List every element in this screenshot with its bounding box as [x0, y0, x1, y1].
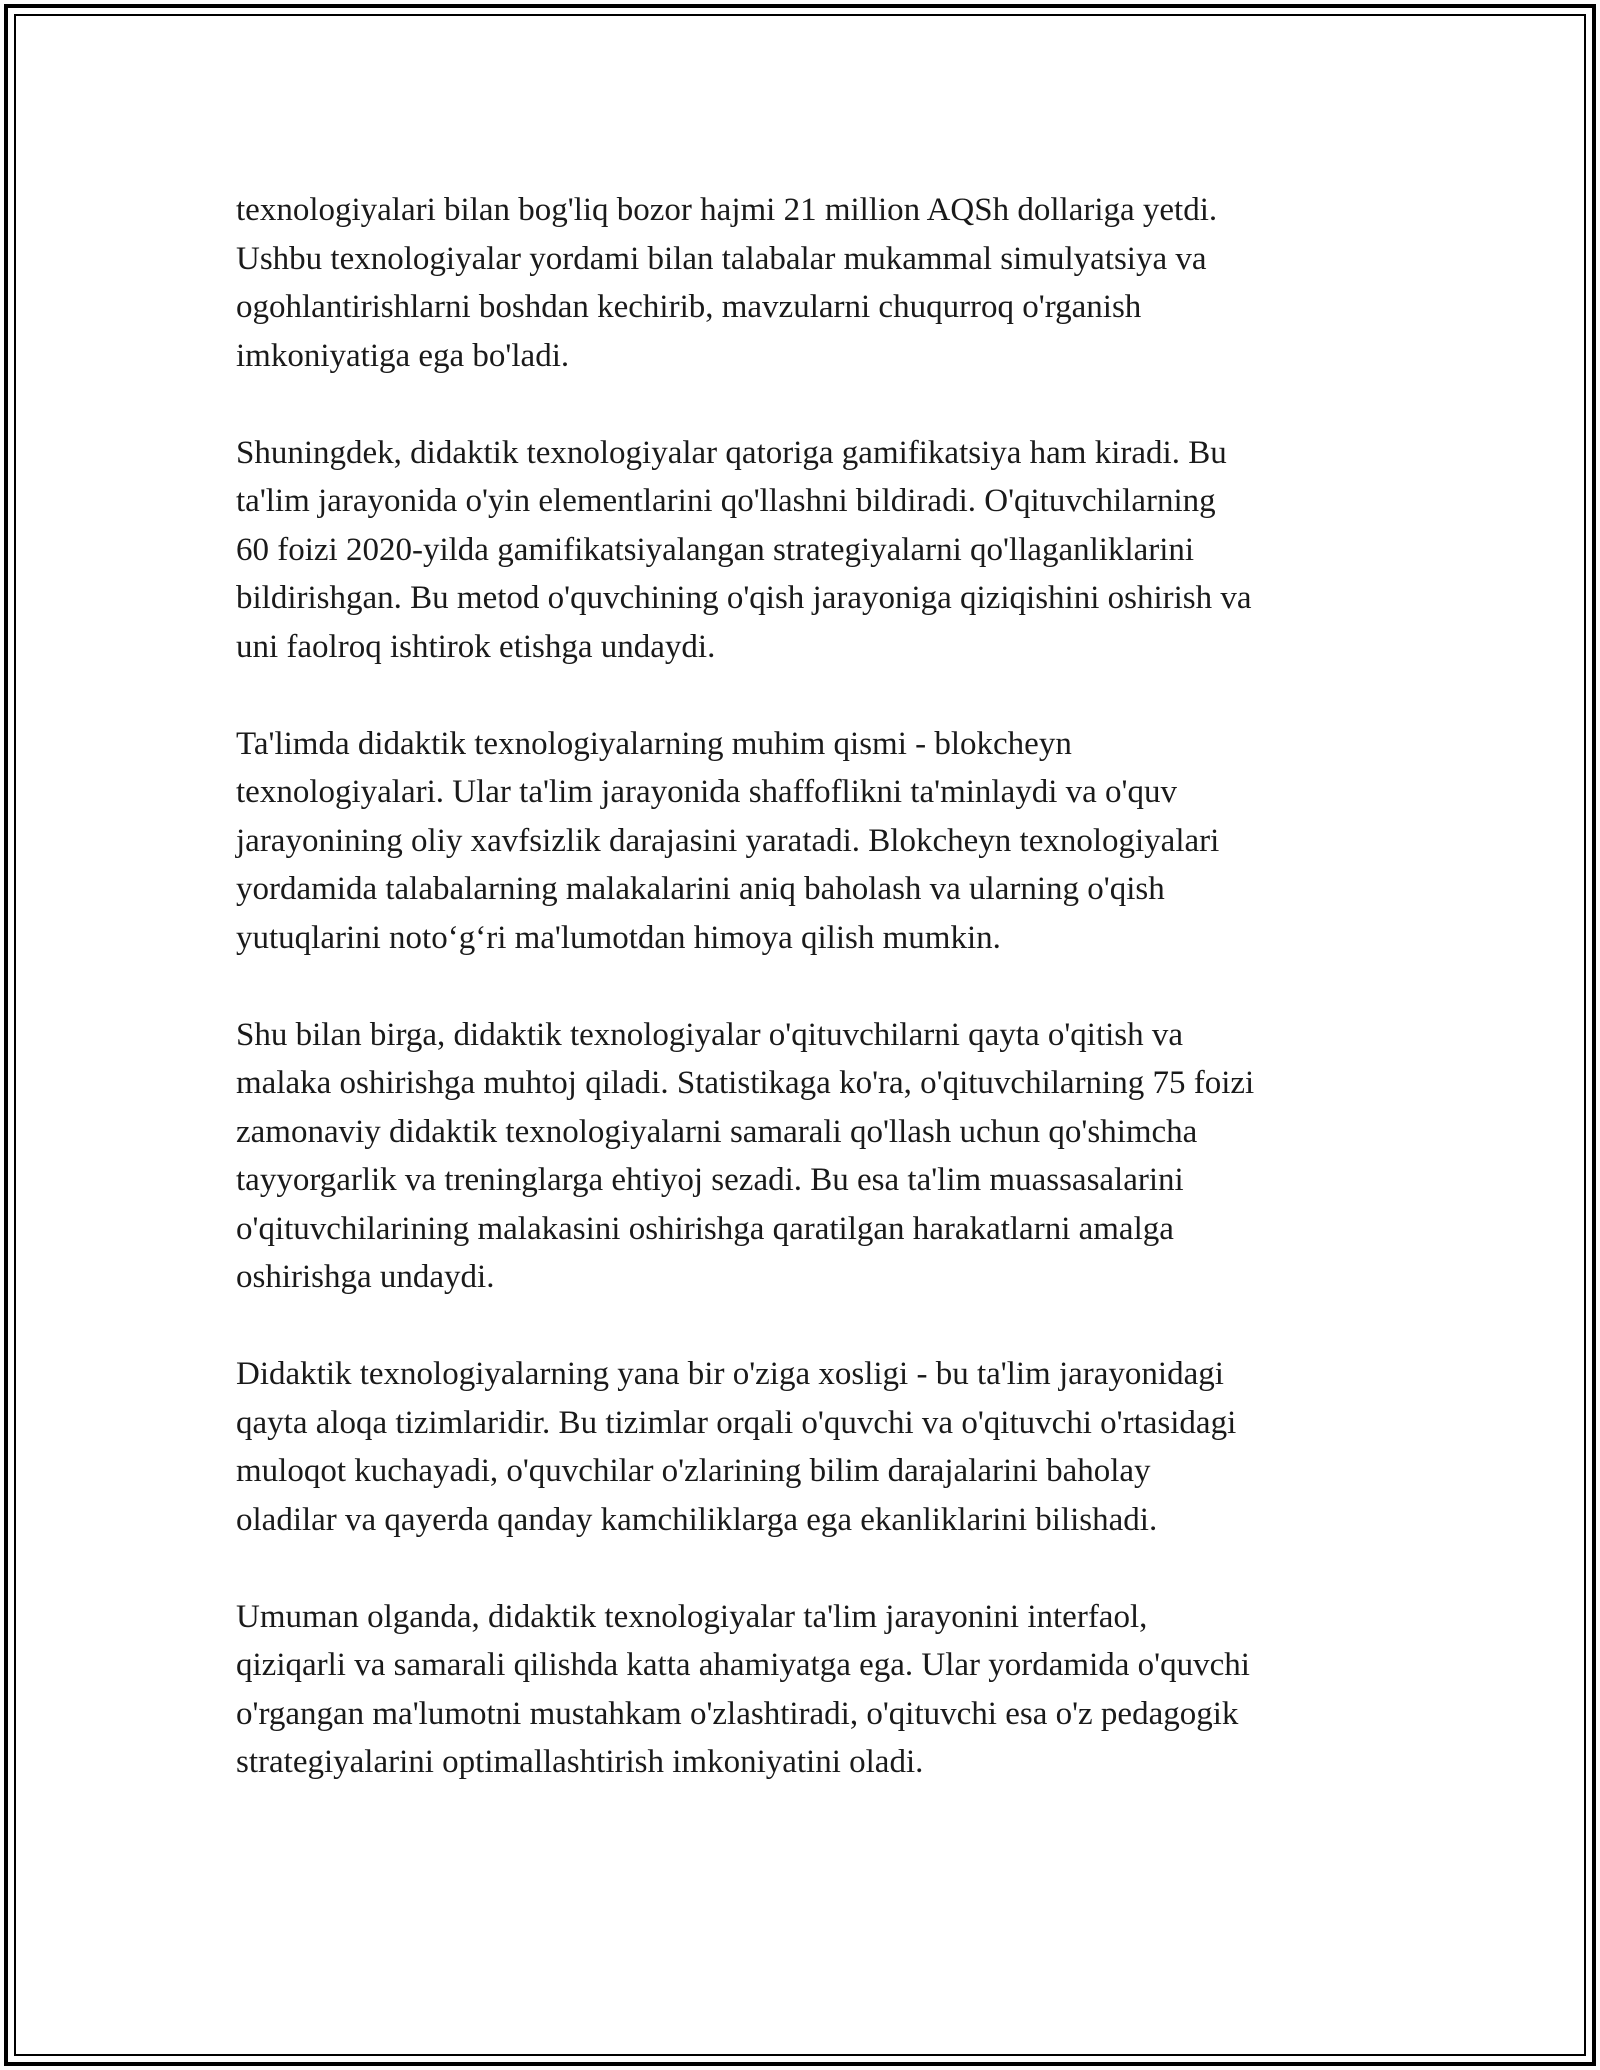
text-line: Ushbu texnologiyalar yordami bilan talabalar mukammal simulyatsiya va [236, 240, 1207, 277]
text-line: strategiyalarini optimallashtirish imkoniyatini oladi. [236, 1744, 924, 1780]
text-line: o'rgangan ma'lumotni mustahkam o'zlashtiradi, o'qituvchi esa o'z pedagogik [236, 1695, 1239, 1732]
paragraph-4 [236, 1011, 1384, 1302]
document-body [236, 186, 1384, 1835]
text-line: imkoniyatiga ega bo'ladi. [236, 337, 570, 374]
text-line: yutuqlarini noto‘g‘ri ma'lumotdan himoya qilish mumkin. [236, 919, 1001, 956]
text-line: Shu bilan birga, didaktik texnologiyalar o'qituvchilarni qayta o'qitish va [236, 1016, 1184, 1053]
paragraph-1 [236, 186, 1384, 380]
text-line: tayyorgarlik va treninglarga ehtiyoj sezadi. Bu esa ta'lim muassasalarini [236, 1162, 1184, 1198]
text-line: yordamida talabalarning malakalarini aniq baholash va ularning o'qish [236, 871, 1165, 907]
text-line: 60 foizi 2020-yilda gamifikatsiyalangan strategiyalarni qo'llaganliklarini [236, 531, 1195, 568]
text-line: Ta'limda didaktik texnologiyalarning muhim qismi - blokcheyn [236, 725, 1072, 762]
text-line: Umuman olganda, didaktik texnologiyalar ta'lim jarayonini interfaol, [236, 1598, 1148, 1635]
text-line: texnologiyalari. Ular ta'lim jarayonida shaffoflikni ta'minlaydi va o'quv [236, 774, 1177, 810]
text-line: muloqot kuchayadi, o'quvchilar o'zlarining bilim darajalarini baholay [236, 1453, 1151, 1489]
text-line: o'qituvchilarining malakasini oshirishga qaratilgan harakatlarni amalga [236, 1210, 1174, 1247]
text-line: uni faolroq ishtirok etishga undaydi. [236, 628, 716, 665]
text-line: qiziqarli va samarali qilishda katta ahamiyatga ega. Ular yordamida o'quvchi [236, 1647, 1250, 1683]
text-line: ta'lim jarayonida o'yin elementlarini qo'llashni bildiradi. O'qituvchilarning [236, 483, 1216, 519]
text-line: malaka oshirishga muhtoj qiladi. Statistikaga ko'ra, o'qituvchilarning 75 foizi [236, 1065, 1255, 1101]
text-line: bildirishgan. Bu metod o'quvchining o'qish jarayoniga qiziqishini oshirish va [236, 580, 1252, 616]
paragraph-2 [236, 429, 1384, 672]
text-line: zamonaviy didaktik texnologiyalarni samarali qo'llash uchun qo'shimcha [236, 1113, 1198, 1150]
paragraph-5 [236, 1350, 1384, 1544]
text-line: oshirishga undaydi. [236, 1259, 495, 1295]
text-line: Didaktik texnologiyalarning yana bir o'ziga xosligi - bu ta'lim jarayonidagi [236, 1356, 1224, 1392]
text-line: ogohlantirishlarni boshdan kechirib, mavzularni chuqurroq o'rganish [236, 289, 1142, 325]
text-line: qayta aloqa tizimlaridir. Bu tizimlar orqali o'quvchi va o'qituvchi o'rtasidagi [236, 1404, 1237, 1441]
text-line: jarayonining oliy xavfsizlik darajasini yaratadi. Blokcheyn texnologiyalari [236, 822, 1220, 859]
text-line: Shuningdek, didaktik texnologiyalar qatoriga gamifikatsiya ham kiradi. Bu [236, 434, 1227, 471]
paragraph-3 [236, 720, 1384, 963]
text-line: oladilar va qayerda qanday kamchiliklarga ega ekanliklarini bilishadi. [236, 1501, 1158, 1538]
paragraph-6 [236, 1593, 1384, 1787]
text-line: texnologiyalari bilan bog'liq bozor hajmi 21 million AQSh dollariga yetdi. [236, 192, 1218, 228]
